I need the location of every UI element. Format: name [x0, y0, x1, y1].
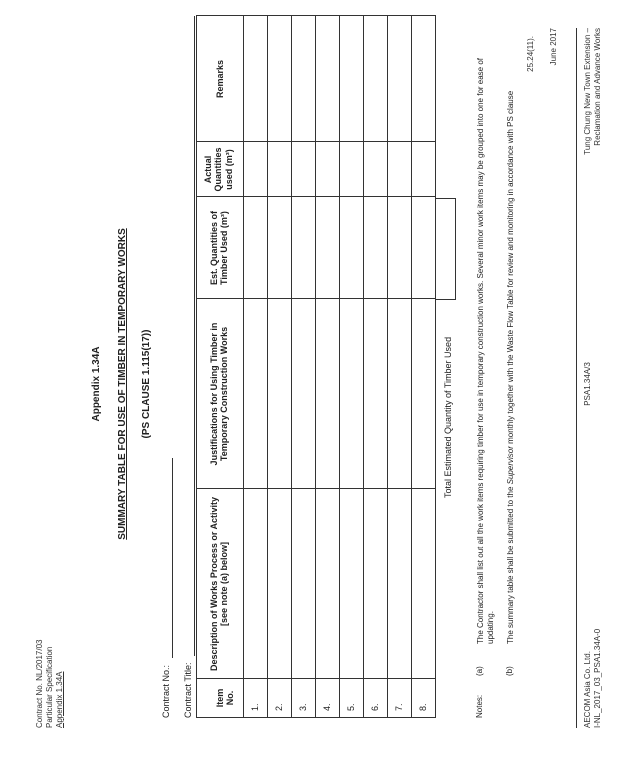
timber-summary-table [196, 15, 436, 718]
row-line [411, 16, 412, 717]
note-b-marker: (b) [505, 666, 514, 676]
th-item-no: Item No. [215, 688, 236, 708]
row-line [267, 16, 268, 717]
footer-page-ref: PSA1.34A/3 [583, 362, 592, 406]
table-row-number: 3. [298, 703, 308, 711]
th-remarks: Remarks [215, 59, 225, 99]
col-justification [197, 298, 435, 489]
footer-doc-ref: I-NL_2017_03_PSA1.34A-0 [593, 628, 602, 728]
footer-company: AECOM Asia Co. Ltd. [583, 651, 592, 728]
note-a-marker: (a) [475, 666, 484, 676]
total-label: Total Estimated Quantity of Timber Used [443, 336, 453, 498]
table-row-number: 2. [274, 703, 284, 711]
col-est-quantity [197, 196, 435, 299]
th-justification: Justifications for Using Timber in Temporary Construction Works [209, 322, 230, 466]
note-b-clause: 25.24(11). [526, 36, 535, 72]
table-row-number: 6. [370, 703, 380, 711]
footer-date: June 2017 [549, 28, 558, 66]
col-description [197, 488, 435, 679]
header-project-line2: Reclamation and Advance Works [593, 28, 602, 146]
appendix-title: Appendix 1.34A [91, 346, 102, 422]
main-title: SUMMARY TABLE FOR USE OF TIMBER IN TEMPORARY WORKS [117, 228, 128, 540]
clause-title: (PS CLAUSE 1.115(17)) [141, 329, 152, 439]
contract-no-line [172, 458, 173, 658]
contract-title-label: Contract Title: [183, 662, 193, 718]
table-row-number: 1. [250, 703, 260, 711]
contract-title-line [194, 16, 195, 656]
row-line [315, 16, 316, 717]
row-line [291, 16, 292, 717]
th-description: Description of Works Process or Activity [see note (a) below] [209, 496, 230, 672]
header-particular-spec: Particular Specification [45, 646, 54, 728]
contract-no-label: Contract No.: [161, 664, 171, 718]
table-row-number: 7. [394, 703, 404, 711]
header-project-line1: Tung Chung New Town Extension – [583, 28, 592, 155]
table-row-number: 8. [418, 703, 428, 711]
total-cell [436, 198, 456, 300]
table-row-number: 5. [346, 703, 356, 711]
row-line [387, 16, 388, 717]
header-appendix: Appendix 1.34A [55, 671, 64, 728]
note-b-text: The summary table shall be submitted to the Supervisor monthly together with the Waste Flow Table for review and monitoring in accordance with PS clause [506, 90, 515, 644]
footer-rule [576, 28, 577, 728]
th-est-quantity: Est. Quantities of Timber Used (m³) [209, 211, 230, 286]
table-row-number: 4. [322, 703, 332, 711]
header-contract-no: Contract No. NL/2017/03 [35, 639, 44, 728]
note-a-text: The Contractor shall list out all the work items requiring timber for use in temporary construction works. Several minor work items may be grouped into one for ease of updating. [476, 57, 496, 644]
th-actual-quantity: Actual Quantities used (m³) [203, 147, 234, 192]
row-line [243, 16, 244, 717]
notes-label: Notes: [475, 694, 484, 718]
row-line [363, 16, 364, 717]
row-line [339, 16, 340, 717]
